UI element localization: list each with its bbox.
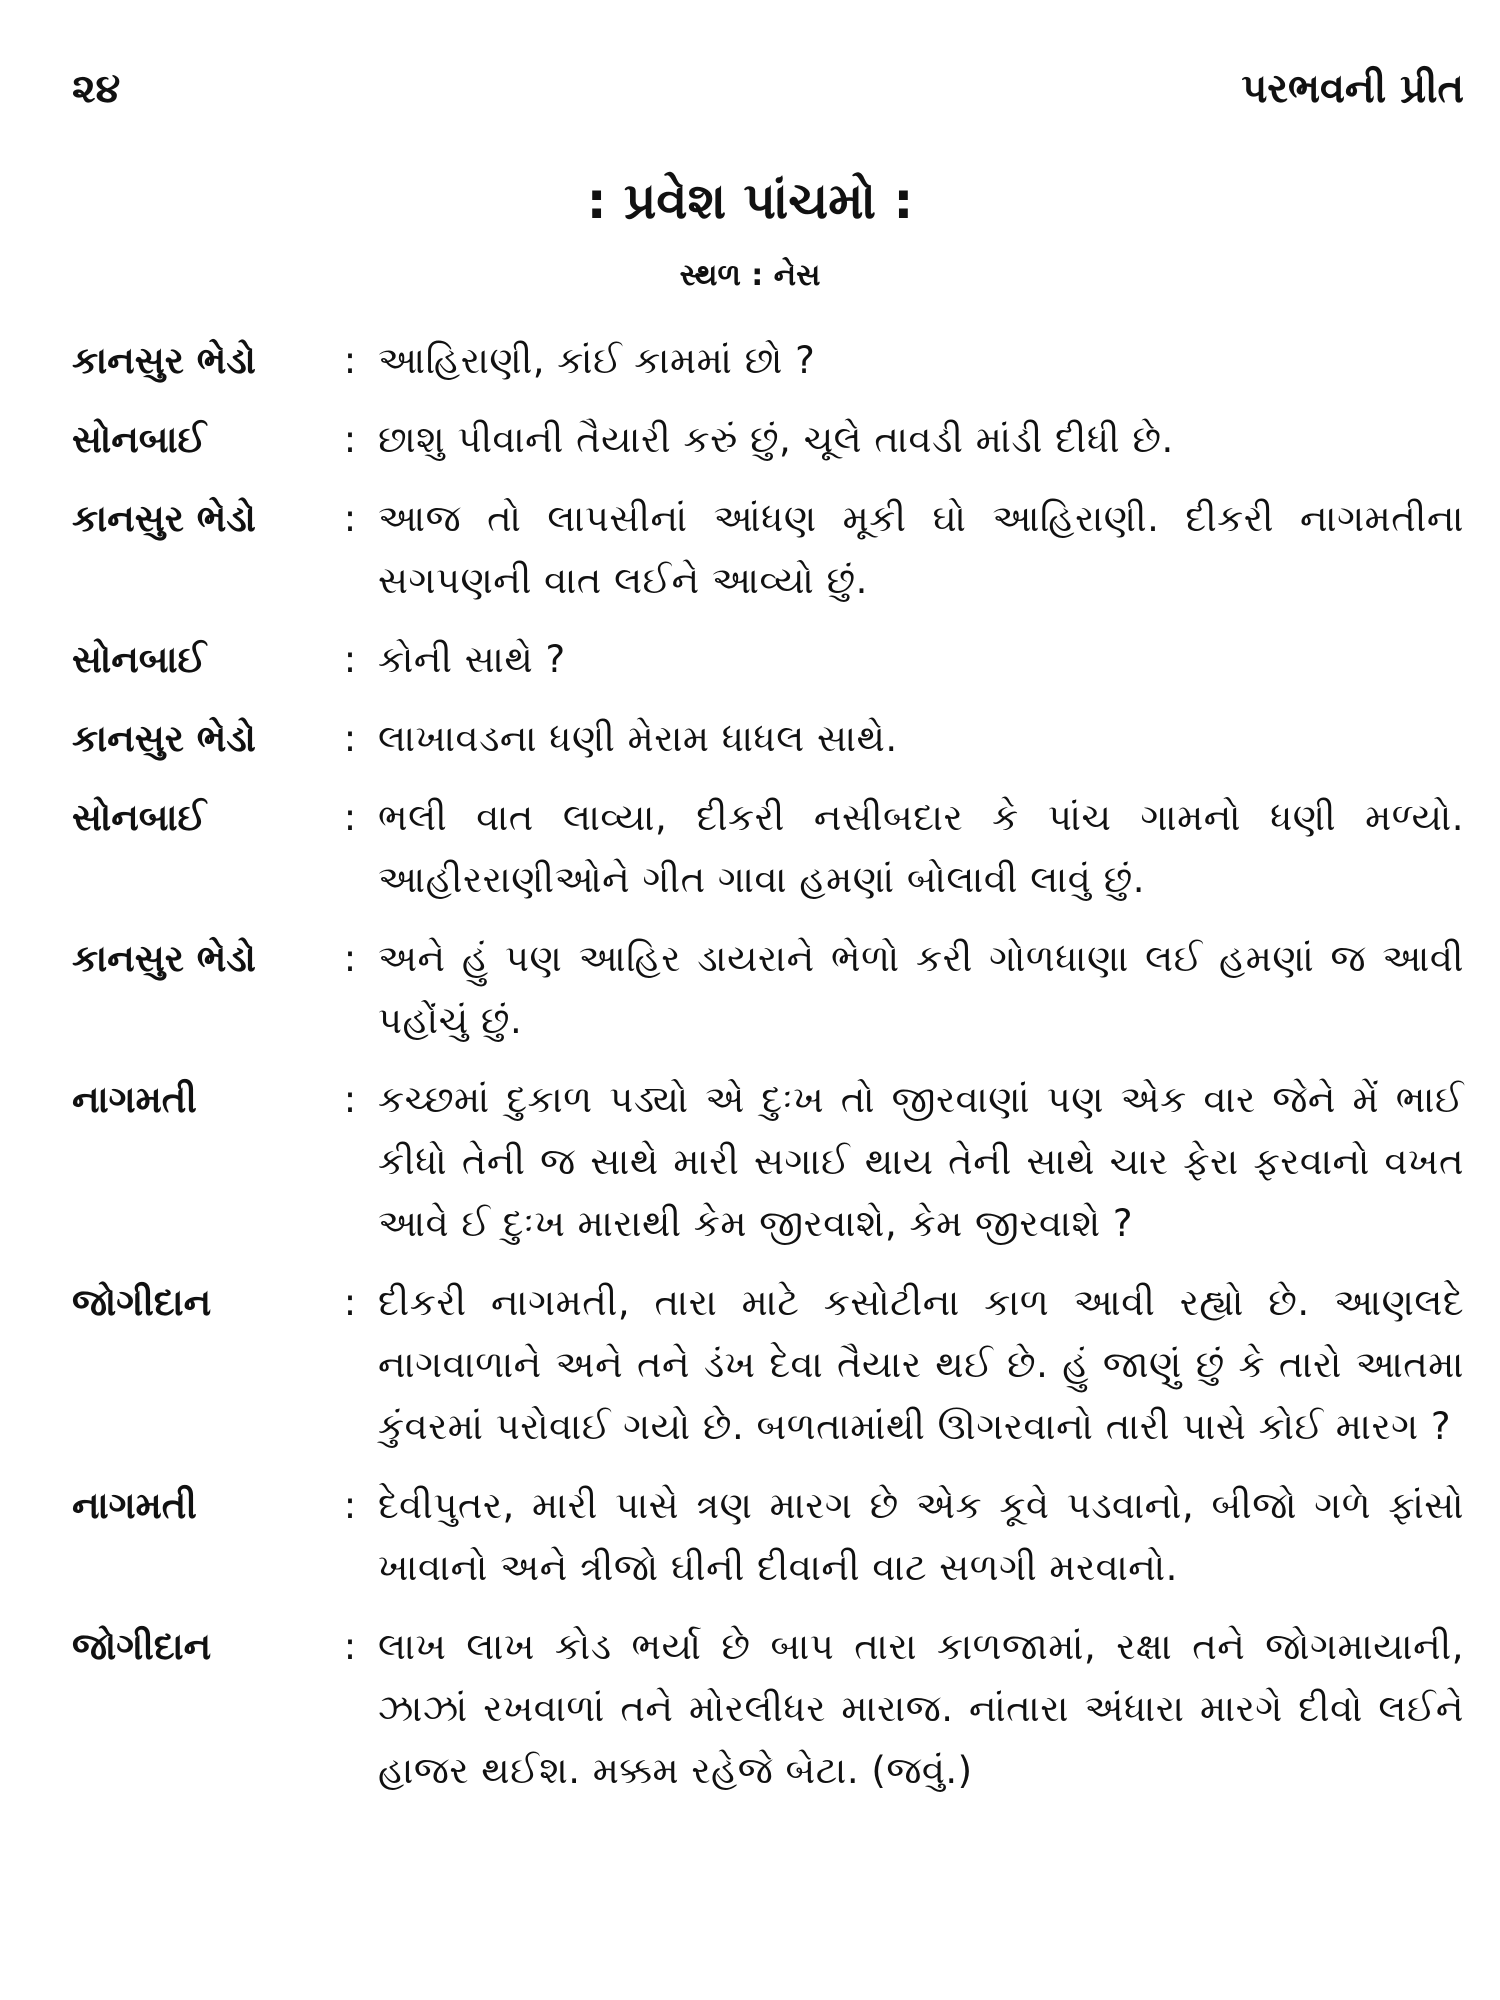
speaker-separator: :	[343, 1484, 357, 1527]
speech-text: કોની સાથે ?	[378, 638, 566, 681]
book-title: પરભવની પ્રીત	[1241, 66, 1464, 112]
speaker-separator: :	[343, 638, 357, 681]
speech-text: લાખ લાખ કોડ ભર્યા છે બાપ તારા કાળજામાં, રક્ષા તને જોગમાયાની, ઝાઝાં રખવાળાં તને મોરલીધર મારાજ. નાંતારા અંધારા મારગે દીવો લઈને હાજર થઈશ. મક્કમ રહેજે બેટા. (જવું.)	[378, 1625, 1464, 1792]
speaker-separator: :	[343, 1281, 357, 1324]
dialogue-entry	[72, 1475, 1464, 1599]
speaker-name: સોનબાઈ	[72, 418, 207, 461]
dialogue-list	[72, 330, 1464, 1819]
dialogue-entry	[72, 1272, 1464, 1458]
dialogue-entry	[72, 488, 1464, 612]
dialogue-entry	[72, 787, 1464, 911]
dialogue-entry	[72, 1616, 1464, 1802]
speaker-separator: :	[343, 796, 357, 839]
speech-text: દેવીપુતર, મારી પાસે ત્રણ મારગ છે એક કૂવે પડવાનો, બીજો ગળે ફાંસો ખાવાનો અને ત્રીજો ઘીની દીવાની વાટ સળગી મરવાનો.	[378, 1484, 1464, 1589]
speaker-name: સોનબાઈ	[72, 796, 207, 839]
dialogue-entry	[72, 409, 1464, 471]
speaker-separator: :	[343, 1078, 357, 1121]
speaker-separator: :	[343, 497, 357, 540]
page-number: ૨૪	[72, 66, 121, 112]
speaker-name: કાનસુર ભેડો	[72, 937, 256, 980]
speaker-name: નાગમતી	[72, 1078, 197, 1121]
speech-text: ભલી વાત લાવ્યા, દીકરી નસીબદાર કે પાંચ ગામનો ધણી મળ્યો. આહીરરાણીઓને ગીત ગાવા હમણાં બોલાવી લાવું છું.	[378, 796, 1464, 901]
speaker-name: કાનસુર ભેડો	[72, 497, 256, 540]
dialogue-entry	[72, 928, 1464, 1052]
dialogue-entry	[72, 708, 1464, 770]
speech-text: આજ તો લાપસીનાં આંધણ મૂકી ઘો આહિરાણી. દીકરી નાગમતીના સગપણની વાત લઈને આવ્યો છું.	[378, 497, 1464, 602]
running-header	[72, 66, 1464, 126]
speaker-separator: :	[343, 418, 357, 461]
speaker-name: કાનસુર ભેડો	[72, 339, 256, 382]
speaker-separator: :	[343, 937, 357, 980]
speaker-separator: :	[343, 717, 357, 760]
speech-text: દીકરી નાગમતી, તારા માટે કસોટીના કાળ આવી રહ્યો છે. આણલદે નાગવાળાને અને તને ડંખ દેવા તૈયાર થઈ છે. હું જાણું છું કે તારો આતમા કુંવરમાં પરોવાઈ ગયો છે. બળતામાંથી ઊગરવાનો તારી પાસે કોઈ મારગ ?	[378, 1281, 1464, 1448]
scene-heading: : પ્રવેશ પાંચમો :	[586, 172, 914, 230]
speech-text: કચ્છમાં દુકાળ પડ્યો એ દુઃખ તો જીરવાણાં પણ એક વાર જેને મેં ભાઈ કીધો તેની જ સાથે મારી સગાઈ થાય તેની સાથે ચાર ફેરા ફરવાનો વખત આવે ઈ દુઃખ મારાથી કેમ જીરવાશે, કેમ જીરવાશે ?	[378, 1078, 1464, 1245]
speaker-separator: :	[343, 339, 357, 382]
speech-text: લાખાવડના ધણી મેરામ ધાધલ સાથે.	[378, 717, 898, 760]
dialogue-entry	[72, 629, 1464, 691]
speaker-separator: :	[343, 1625, 357, 1668]
scene-location: સ્થળ : નેસ	[679, 258, 821, 293]
speaker-name: જોગીદાન	[72, 1625, 212, 1668]
dialogue-entry	[72, 330, 1464, 392]
dialogue-entry	[72, 1069, 1464, 1255]
speaker-name: સોનબાઈ	[72, 638, 207, 681]
speaker-name: કાનસુર ભેડો	[72, 717, 256, 760]
speaker-name: નાગમતી	[72, 1484, 197, 1527]
speech-text: અને હું પણ આહિર ડાયરાને ભેળો કરી ગોળધાણા લઈ હમણાં જ આવી પહોંચું છું.	[378, 937, 1464, 1042]
speaker-name: જોગીદાન	[72, 1281, 212, 1324]
speech-text: આહિરાણી, કાંઈ કામમાં છો ?	[378, 339, 816, 382]
speech-text: છાશુ પીવાની તૈયારી કરું છું, ચૂલે તાવડી માંડી દીધી છે.	[378, 418, 1174, 461]
